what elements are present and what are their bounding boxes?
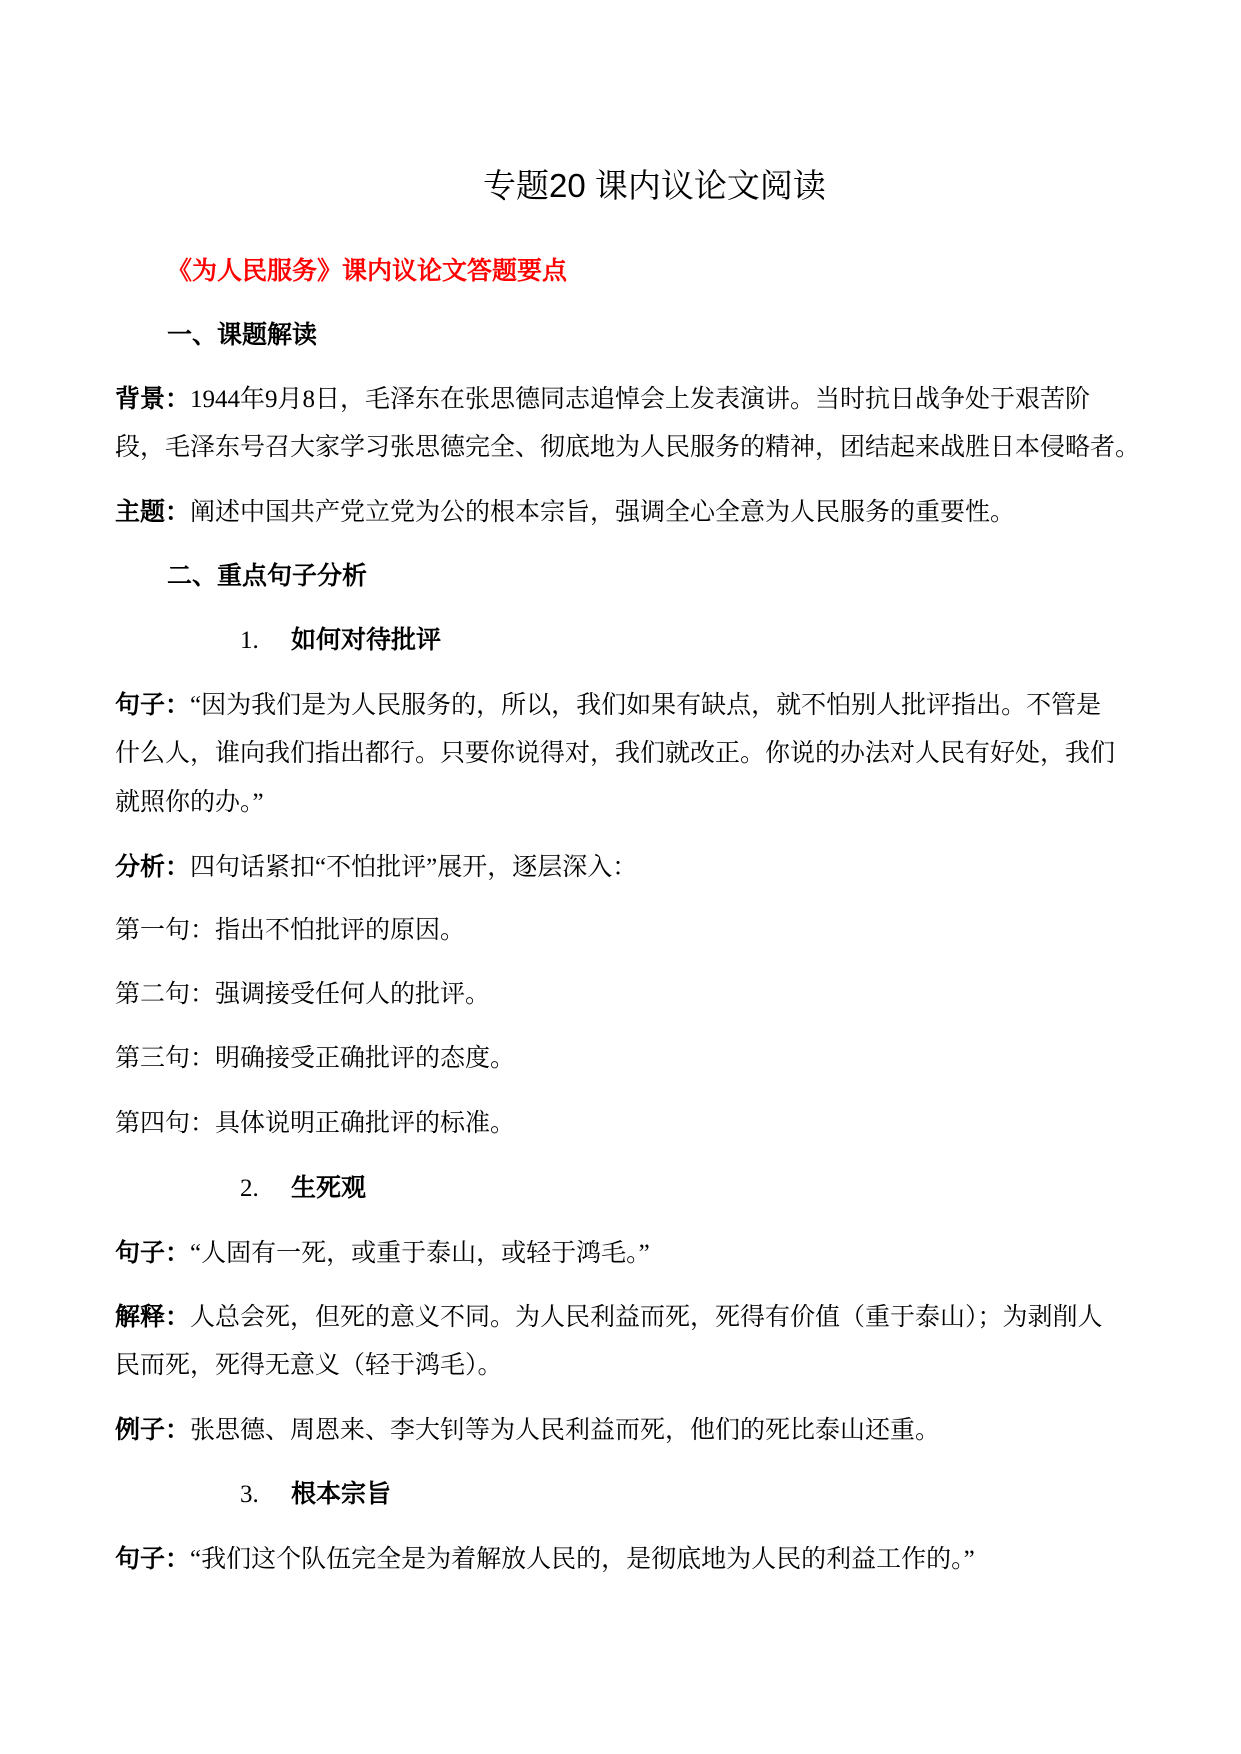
background-paragraph [115,375,1141,472]
sentence-text: “因为我们是为人民服务的，所以，我们如果有缺点，就不怕别人批评指出。不管是 [190,692,1102,720]
point-heading-3 [115,1470,1126,1520]
point-number: 3. [240,1481,259,1509]
breakdown-item: 第四句：具体说明正确批评的标准。 [115,1109,516,1137]
background-label: 背景： [115,385,191,414]
breakdown-item: 第一句：指出不怕批评的原因。 [115,916,466,944]
sentence-label: 句子： [115,691,191,720]
subtitle: 《为人民服务》课内议论文答题要点 [167,256,568,285]
sentence-paragraph-2 [115,1229,1126,1278]
example-line [115,1406,1126,1455]
point-number: 2. [240,1174,259,1202]
sentence-text: “人固有一死，或重于泰山，或轻于鸿毛。” [190,1239,650,1267]
sentence-paragraph-3 [115,1535,1126,1584]
sentence-line: 什么人，谁向我们指出都行。只要你说得对，我们就改正。你说的办法对人民有好处，我们 [115,740,1116,767]
document-body [115,247,1141,1600]
point-number: 1. [240,627,259,655]
background-text: 1944年9月8日，毛泽东在张思德同志追悼会上发表演讲。当时抗日战争处于艰苦阶 [190,386,1091,414]
sentence-text: “我们这个队伍完全是为着解放人民的，是彻底地为人民的利益工作的。” [190,1546,975,1574]
sentence-line [115,1229,1126,1278]
analysis-paragraph [115,843,1126,892]
point-title: 如何对待批评 [291,626,442,655]
example-paragraph [115,1406,1126,1455]
point-heading-1 [115,616,1126,666]
point-title: 根本宗旨 [291,1480,392,1509]
sentence-paragraph-1 [115,681,1126,827]
sentence-line [115,681,1126,730]
breakdown-item: 第二句：强调接受任何人的批评。 [115,981,491,1009]
sentence-line: 就照你的办。” [115,788,264,816]
theme-paragraph [115,488,1126,537]
point-heading-2 [115,1164,1126,1214]
theme-text: 阐述中国共产党立党为公的根本宗旨，强调全心全意为人民服务的重要性。 [190,498,1016,526]
example-label: 例子： [115,1415,191,1444]
explanation-text: 人总会死，但死的意义不同。为人民利益而死，死得有价值（重于泰山）；为剥削人 [190,1304,1103,1332]
sentence-label: 句子： [115,1545,191,1574]
explanation-line: 民而死，死得无意义（轻于鸿毛）。 [115,1351,503,1379]
sentence-line [115,1535,1126,1584]
sentence-label: 句子： [115,1238,191,1267]
analysis-label: 分析： [115,852,191,881]
background-line [115,375,1126,424]
section-heading-2: 二、重点句子分析 [167,562,368,591]
section-heading-1: 一、课题解读 [167,320,318,349]
analysis-text: 四句话紧扣“不怕批评”展开，逐层深入： [190,853,638,881]
breakdown-item: 第三句：明确接受正确批评的态度。 [115,1045,516,1073]
background-line: 段，毛泽东号召大家学习张思德完全、彻底地为人民服务的精神，团结起来战胜日本侵略者。 [115,433,1141,461]
explanation-label: 解释： [115,1303,191,1332]
example-text: 张思德、周恩来、李大钊等为人民利益而死，他们的死比泰山还重。 [190,1416,941,1444]
point-title: 生死观 [291,1173,367,1202]
theme-label: 主题： [115,497,191,526]
explanation-line [115,1293,1126,1342]
theme-line [115,488,1126,537]
explanation-paragraph [115,1293,1126,1390]
analysis-line [115,843,1126,892]
page-title: 专题20 课内议论文阅读 [483,167,826,204]
